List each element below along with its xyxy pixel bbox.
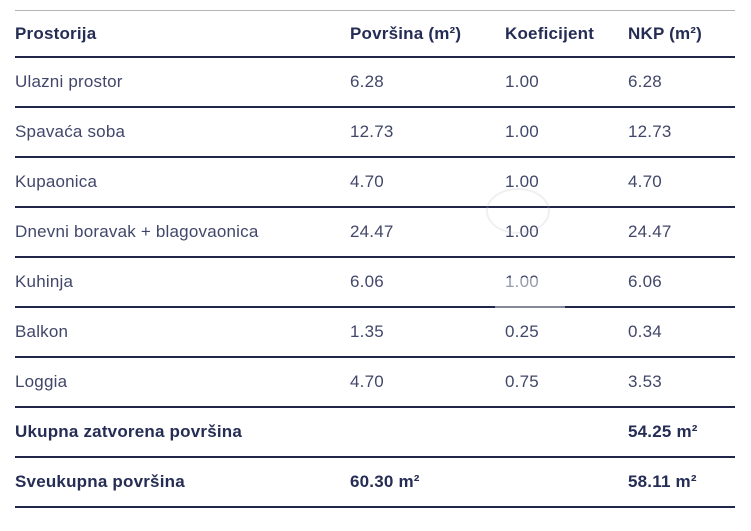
coefficient-cell: 0.25 bbox=[505, 322, 539, 341]
area-cell: 24.47 bbox=[350, 222, 394, 241]
column-header-area: Površina (m²) bbox=[350, 23, 462, 43]
nkp-cell: 6.28 bbox=[628, 72, 662, 91]
room-name-cell: Dnevni boravak + blagovaonica bbox=[15, 222, 259, 241]
nkp-cell: 3.53 bbox=[628, 372, 662, 391]
table-row-total-area bbox=[15, 458, 735, 508]
nkp-cell: 6.06 bbox=[628, 272, 662, 291]
coefficient-cell: 1.00 bbox=[505, 72, 539, 91]
coefficient-cell: 1.00 bbox=[505, 272, 539, 291]
column-header-nkp: NKP (m²) bbox=[628, 23, 703, 43]
summary-label: Ukupna zatvorena površina bbox=[15, 422, 243, 441]
room-name-cell: Loggia bbox=[15, 372, 68, 391]
table-header-row bbox=[15, 11, 735, 58]
room-name-cell: Balkon bbox=[15, 322, 69, 341]
room-name-cell: Kuhinja bbox=[15, 272, 74, 291]
room-name-cell: Kupaonica bbox=[15, 172, 98, 191]
nkp-cell: 0.34 bbox=[628, 322, 662, 341]
table-row-kuhinja bbox=[15, 258, 735, 308]
nkp-cell: 12.73 bbox=[628, 122, 672, 141]
column-header-coefficient: Koeficijent bbox=[505, 23, 595, 43]
area-cell: 4.70 bbox=[350, 372, 384, 391]
table-row-balkon bbox=[15, 308, 735, 358]
coefficient-cell: 1.00 bbox=[505, 172, 539, 191]
table-row-total-closed-area bbox=[15, 408, 735, 458]
table-row-spavaca-soba bbox=[15, 108, 735, 158]
room-name-cell: Spavaća soba bbox=[15, 122, 126, 141]
nkp-cell: 24.47 bbox=[628, 222, 672, 241]
table-row-ulazni-prostor bbox=[15, 58, 735, 108]
coefficient-cell: 1.00 bbox=[505, 122, 539, 141]
nkp-cell: 4.70 bbox=[628, 172, 662, 191]
area-cell: 1.35 bbox=[350, 322, 384, 341]
table-row-loggia bbox=[15, 358, 735, 408]
area-cell: 60.30 m² bbox=[350, 472, 420, 491]
room-name-cell: Ulazni prostor bbox=[15, 72, 123, 91]
area-cell: 12.73 bbox=[350, 122, 394, 141]
area-cell: 4.70 bbox=[350, 172, 384, 191]
summary-label: Sveukupna površina bbox=[15, 472, 185, 491]
coefficient-cell: 0.75 bbox=[505, 372, 539, 391]
area-cell: 6.06 bbox=[350, 272, 384, 291]
area-cell: 6.28 bbox=[350, 72, 384, 91]
table-row-kupaonica bbox=[15, 158, 735, 208]
table-row-dnevni-boravak bbox=[15, 208, 735, 258]
column-header-room: Prostorija bbox=[15, 23, 97, 43]
nkp-cell: 58.11 m² bbox=[628, 472, 697, 491]
coefficient-cell: 1.00 bbox=[505, 222, 539, 241]
room-areas-table bbox=[15, 10, 735, 508]
nkp-cell: 54.25 m² bbox=[628, 422, 698, 441]
